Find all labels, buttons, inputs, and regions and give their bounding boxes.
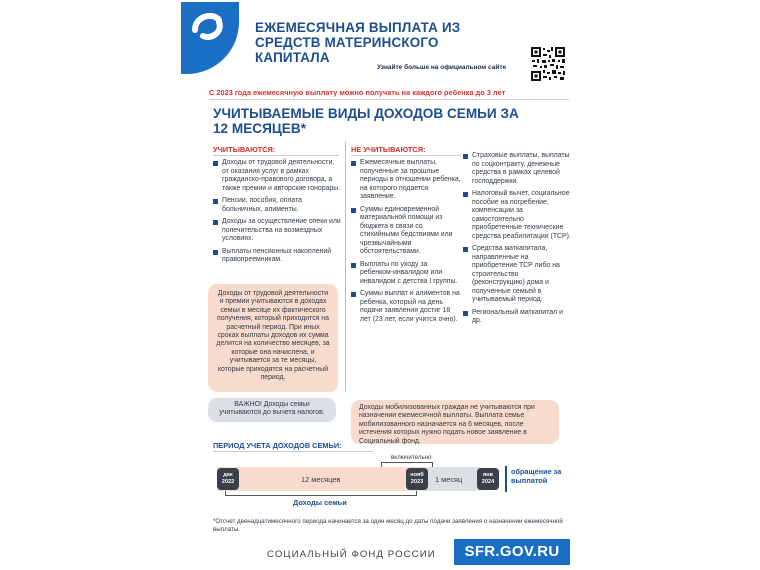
bullet-icon: [463, 247, 468, 252]
income-timing-note: Доходы от трудовой деятельности и премии учитываются в доходах семьи в месяце их фактического получения, который приходится на расчетный период. При иных сроках выплаты доходов их сумма делится на количество месяцев, за которые она начислена, и учитывается за те месяцы, которые приходятся на расчетный период.: [208, 284, 338, 392]
bullet-icon: [213, 199, 218, 204]
sfr-logo-icon: [189, 8, 229, 44]
month-badge-appeal: янв 2024: [477, 468, 499, 490]
list-item: Ежемесячные выплаты, полученные за прошлые периоды в отношении ребенка, на которого подается заявление.: [351, 159, 461, 202]
bullet-icon: [351, 263, 356, 268]
appeal-label: обращение за выплатой: [511, 467, 562, 485]
divider: [213, 451, 373, 452]
income-bracket-label: Доходы семьи: [293, 498, 347, 507]
list-item: Суммы выплат и алиментов на ребенка, который на день подачи заявления достиг 18 лет (23 лет, если учится очно).: [351, 290, 461, 324]
inclusive-label: включительно: [391, 454, 432, 461]
leaflet-page: [181, 2, 579, 570]
qr-code-icon[interactable]: [530, 46, 566, 82]
appeal-marker: [505, 466, 507, 492]
list-item: Суммы единовременной материальной помощи из бюджета в связи со стихийными бедствиями или чрезвычайными обстоятельствами.: [351, 206, 461, 257]
divider: [209, 99, 569, 100]
list-item: Налоговый вычет, социальное пособие на погребение, компенсации за самостоятельно приобретенные технические средства реабилитации (ТСР).: [463, 190, 571, 241]
bullet-icon: [463, 311, 468, 316]
notice-line: С 2023 года ежемесячную выплату можно получать на каждого ребенка до 3 лет: [209, 88, 506, 97]
not-counted-heading: НЕ УЧИТЫВАЮТСЯ:: [351, 145, 426, 154]
months-12-label: 12 месяцев: [301, 475, 341, 484]
mobilized-note: Доходы мобилизованных граждан не учитываются при назначении ежемесячной выплаты. Выплата семье мобилизованного назначается на 6 месяцев, после истечения которых нужно подать новое заявление в Социальный фонд.: [351, 400, 559, 444]
list-item: Выплаты по уходу за ребенком-инвалидом или инвалидом с детства I группы.: [351, 261, 461, 287]
bullet-icon: [351, 292, 356, 297]
sfr-logo: [181, 2, 239, 74]
period-title: ПЕРИОД УЧЕТА ДОХОДОВ СЕМЬИ:: [213, 441, 342, 450]
month-badge-end: нояб 2023: [406, 468, 428, 490]
footer-org-name: СОЦИАЛЬНЫЙ ФОНД РОССИИ: [267, 549, 436, 560]
column-divider: [345, 142, 346, 392]
divider: [351, 155, 461, 156]
income-bracket: [225, 491, 417, 496]
bullet-icon: [213, 250, 218, 255]
not-counted-list-left: [351, 159, 461, 328]
bullet-icon: [213, 220, 218, 225]
bullet-icon: [351, 161, 356, 166]
footer-site-link[interactable]: SFR.GOV.RU: [454, 539, 570, 565]
list-item: Региональный маткапитал и др.: [463, 309, 571, 326]
bullet-icon: [351, 208, 356, 213]
official-site-note: Узнайте больше на официальном сайте: [377, 64, 507, 71]
bullet-icon: [463, 192, 468, 197]
counted-list: [213, 159, 341, 269]
month-badge-start: дек 2022: [217, 468, 239, 490]
section-title: УЧИТЫВАЕМЫЕ ВИДЫ ДОХОДОВ СЕМЬИ ЗА 12 МЕСЯЦЕВ*: [213, 106, 519, 136]
counted-heading: УЧИТЫВАЮТСЯ:: [213, 145, 276, 154]
footnote: *Отсчет двенадцатимесячного периода начинается за один месяц до даты подачи заявления о назначении ежемесячной выплаты.: [213, 518, 563, 533]
not-counted-list-right: [463, 152, 571, 330]
page-header-title: ЕЖЕМЕСЯЧНАЯ ВЫПЛАТА ИЗ СРЕДСТВ МАТЕРИНСКОГО КАПИТАЛА: [255, 20, 461, 65]
important-note: ВАЖНО! Доходы семьи учитываются до вычета налогов.: [208, 398, 336, 422]
bullet-icon: [463, 154, 468, 159]
list-item: Доходы за осуществление опеки или попечительства на возмездных условиях.: [213, 218, 341, 244]
months-1-label: 1 месяц: [435, 475, 463, 484]
list-item: Выплаты пенсионных накоплений правопреемникам.: [213, 248, 341, 265]
bullet-icon: [213, 161, 218, 166]
list-item: Доходы от трудовой деятельности, от оказания услуг в рамках гражданско-правового договора, а также премии и авторские гонорары.: [213, 159, 341, 193]
divider: [213, 155, 339, 156]
list-item: Пенсии, пособия, оплата больничных, алименты.: [213, 197, 341, 214]
list-item: Средства маткапитала, направленные на приобретение ТСР либо на строительство (реконструкцию) дома и полученные семьей в учитываемый период.: [463, 245, 571, 305]
list-item: Страховые выплаты, выплаты по соцконтракту, денежные средства в рамках целевой господдержки.: [463, 152, 571, 186]
